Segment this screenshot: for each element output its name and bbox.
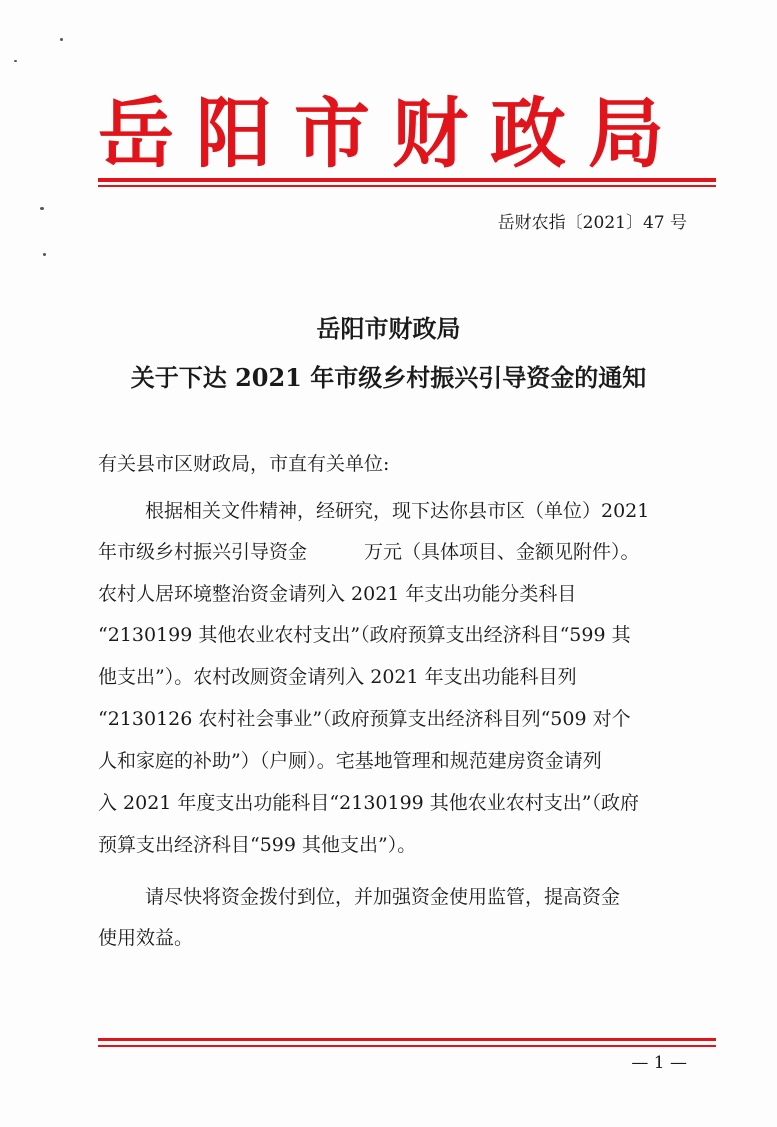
footer-rule-thin xyxy=(98,1045,716,1047)
scan-speck xyxy=(14,60,17,62)
scan-speck xyxy=(60,38,63,41)
paragraph-line: 预算支出经济科目“599 其他支出”）。 xyxy=(98,834,417,856)
paragraph-line: 人和家庭的补助”）（户厕）。宅基地管理和规范建房资金请列 xyxy=(98,750,602,772)
paragraph-line: 请尽快将资金拨付到位，并加强资金使用监管，提高资金 xyxy=(145,886,621,908)
page-number: — 1 — xyxy=(631,1053,687,1073)
paragraph-line: 农村人居环境整治资金请列入 2021 年支出功能分类科目 xyxy=(98,583,577,605)
letterhead-rule-thin xyxy=(98,185,716,187)
paragraph-line: 年市级乡村振兴引导资金 万元（具体项目、金额见附件）。 xyxy=(98,541,640,563)
scan-speck xyxy=(43,253,46,256)
document-title-line2: 关于下达 2021 年市级乡村振兴引导资金的通知 xyxy=(130,363,647,392)
scan-speck xyxy=(40,207,44,210)
paragraph-line: 根据相关文件精神，经研究，现下达你县市区（单位）2021 xyxy=(145,500,650,522)
paragraph-line: 使用效益。 xyxy=(98,927,194,949)
document-number: 岳财农指〔2021〕47 号 xyxy=(497,213,687,233)
addressee: 有关县市区财政局，市直有关单位: xyxy=(98,453,390,475)
document-title-line1: 岳阳市财政局 xyxy=(316,314,461,343)
letterhead-rule-thick xyxy=(98,178,716,182)
footer-rule-thick xyxy=(98,1038,716,1041)
paragraph-line: 入 2021 年度支出功能科目“2130199 其他农业农村支出”（政府 xyxy=(98,792,640,814)
paragraph-line: “2130126 农村社会事业”（政府预算支出经济科目列“509 对个 xyxy=(98,708,631,730)
paragraph-line: 他支出”）。农村改厕资金请列入 2021 年支出功能科目列 xyxy=(98,666,577,688)
paragraph-line: “2130199 其他农业农村支出”（政府预算支出经济科目“599 其 xyxy=(98,624,631,646)
agency-letterhead: 岳阳市财政局 xyxy=(98,89,686,178)
